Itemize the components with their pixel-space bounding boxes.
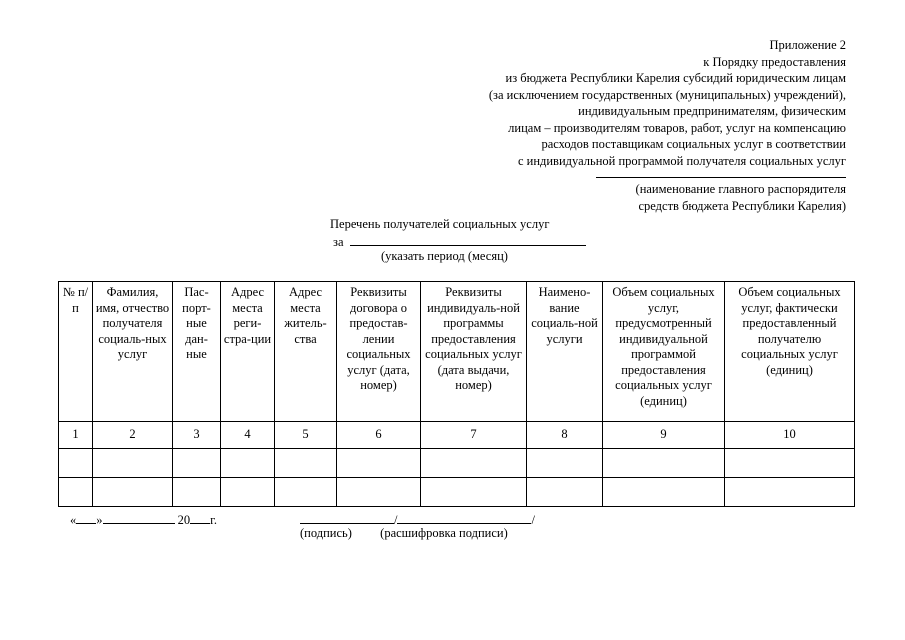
table-cell[interactable] [603,449,725,478]
table-cell[interactable] [527,478,603,507]
table-cell[interactable] [221,449,275,478]
table-row [59,478,855,507]
column-header: Наимено-вание социаль-ной услуги [527,282,603,422]
period-prefix: за [333,234,344,249]
column-header: Фамилия, имя, отчество получателя социаль-ных услуг [93,282,173,422]
table-cell[interactable] [421,449,527,478]
table-cell[interactable] [725,478,855,507]
table-cell[interactable] [173,449,221,478]
list-title-block [330,216,586,250]
annex-line: из бюджета Республики Карелия субсидий юридическим лицам [505,71,846,85]
annex-line: (за исключением государственных (муниципальных) учреждений), [488,87,846,102]
column-header: Адрес места житель-ства [275,282,337,422]
annex-block [489,37,846,169]
recipients-table [58,281,855,507]
decode-caption: (расшифровка подписи) [380,526,508,540]
period-row [330,233,586,251]
column-number: 6 [337,422,421,449]
column-header: № п/п [59,282,93,422]
column-header: Реквизиты индивидуаль-ной программы предоставления социальных услуг (дата выдачи, номер) [421,282,527,422]
column-number: 1 [59,422,93,449]
org-caption-line2: средств бюджета Республики Карелия) [638,198,846,213]
column-header: Пас-порт-ные дан-ные [173,282,221,422]
signature-caption: (подпись) [300,526,352,540]
table-cell[interactable] [59,478,93,507]
period-hint: (указать период (месяц) [381,249,508,263]
annex-line: расходов поставщикам социальных услуг в соответствии [541,137,846,151]
column-header: Адрес места реги-стра-ции [221,282,275,422]
year-blank-line [190,511,210,524]
table-cell[interactable] [275,478,337,507]
table-cell[interactable] [725,449,855,478]
column-number: 8 [527,422,603,449]
annex-line: лицам – производителям товаров, работ, услуг на компенсацию [508,120,846,135]
column-header: Объем социальных услуг, фактически предоставленный получателю социальных услуг (единиц) [725,282,855,422]
decode-slash: / [531,513,535,527]
decode-blank-line [397,511,531,524]
table-row [59,449,855,478]
date-close-quote: » [96,513,103,527]
annex-line: индивидуальным предпринимателям, физическим [578,104,846,118]
table-cell[interactable] [93,478,173,507]
column-number: 3 [173,422,221,449]
column-number: 5 [275,422,337,449]
table-header-row [59,282,855,422]
table-cell[interactable] [603,478,725,507]
column-number: 9 [603,422,725,449]
year-prefix: 20 [177,513,191,527]
table-cell[interactable] [275,449,337,478]
table-cell[interactable] [93,449,173,478]
table-cell[interactable] [221,478,275,507]
table-cell[interactable] [527,449,603,478]
column-number: 4 [221,422,275,449]
year-suffix: г. [210,513,217,527]
column-number: 2 [93,422,173,449]
table-cell[interactable] [337,449,421,478]
day-blank-line [76,511,96,524]
annex-line: Приложение 2 [769,38,846,52]
column-header: Объем социальных услуг, предусмотренный индивидуальной программой предоставления социальных услуг (единиц) [603,282,725,422]
annex-line: с индивидуальной программой получателя социальных услуг [517,153,846,168]
table-cell[interactable] [421,478,527,507]
month-blank-line [103,511,175,524]
table-cell[interactable] [173,478,221,507]
annex-line: к Порядку предоставления [703,54,846,69]
column-header: Реквизиты договора о предостав-лении социальных услуг (дата, номер) [337,282,421,422]
list-title: Перечень получателей социальных услуг [330,217,550,231]
org-name-blank-line [596,177,846,178]
column-number: 10 [725,422,855,449]
signature-slash: / [394,513,398,527]
signature-blank-line [300,511,394,524]
period-blank-line [350,233,586,246]
signature-captions [300,526,508,541]
column-number: 7 [421,422,527,449]
org-name-field [596,177,846,214]
table-cell[interactable] [337,478,421,507]
org-caption-line1: (наименование главного распорядителя [635,182,846,196]
date-field [70,511,217,528]
date-open-quote: « [70,513,77,527]
column-number-row [59,422,855,449]
table-cell[interactable] [59,449,93,478]
